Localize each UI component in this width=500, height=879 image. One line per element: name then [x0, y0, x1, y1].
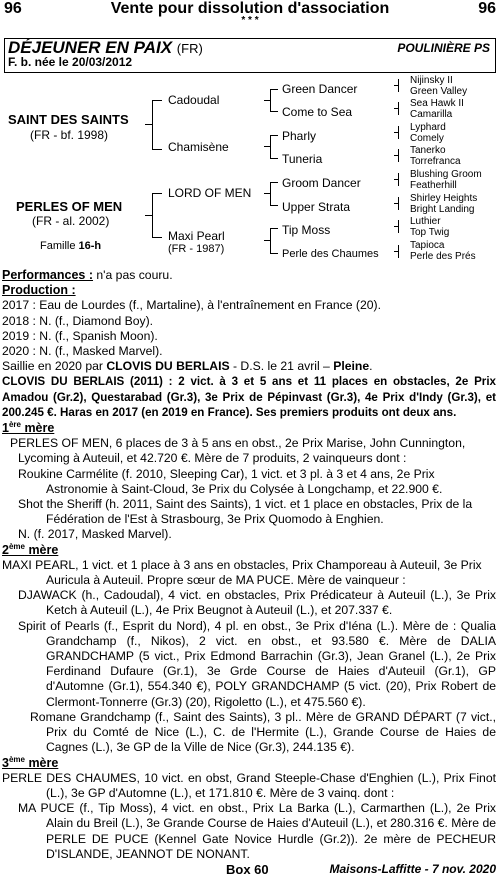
- first-dam-produce: N. (f. 2017, Masked Marvel).: [18, 527, 172, 542]
- g2-dam-sire: LORD OF MEN: [168, 186, 252, 200]
- g4-15: Tapioca: [410, 240, 445, 251]
- g4-13: Luthier: [410, 216, 441, 227]
- g3-1: Green Dancer: [282, 82, 358, 96]
- performances: [2, 268, 496, 283]
- second-dam-produce: Romane Grandchamp (f., Saint des Saints), 3 pl.. Mère de GRAND DÉPART (7 vict., Prix du Comté de Nice (L.), C. de l'Hermite (L.), Grande Course de Haies de Cagnes (L.), 3e GP de la Ville de Nice (Gr.3), 244.135 €).: [30, 709, 496, 755]
- g3-5: Groom Dancer: [282, 176, 361, 190]
- g4-1: Nijinsky II: [410, 75, 453, 86]
- saillie-mid: - D.S. le 21 avril –: [229, 359, 334, 374]
- body-text: [2, 268, 496, 862]
- saillie-stallion: CLOVIS DU BERLAIS: [106, 359, 230, 374]
- family-value: 16-h: [78, 240, 102, 252]
- horse-birth: F. b. née le 20/03/2012: [8, 55, 133, 69]
- first-dam-produce: Roukine Carmélite (f. 2010, Sleeping Car), 1 vict. et 3 pl. à 3 et 4 ans, 2e Prix Astronomie à Saint-Cloud, 3e Prix du Colysée à Longchamp, et 22.900 €.: [18, 466, 443, 496]
- third-dam-produce: MA PUCE (f., Tip Moss), 4 vict. en obst., Prix La Barka (L.), Carmarthen (L.), 2e Prix Alain du Breil (L.), 3e Grande Course de Haies d'Auteuil (L.), et 280.316 €. Mère de PERLE DE PUCE (Kennel Gate Novice Hurdle (Gr.2)). 2e mère de PECHEUR D'ISLANDE, JEANNOT DE NONANT.: [18, 801, 496, 861]
- header-stars: * * *: [241, 15, 259, 26]
- first-dam-record: PERLES OF MEN, 6 places de 3 à 5 ans en obst., 2e Prix Marise, John Cunnington, Lycoming à Auteuil, et 42.720 €. Mère de 7 produits, 2 vainqueurs dont :: [10, 436, 466, 466]
- first-dam-heading: [2, 421, 496, 436]
- horse-category: POULINIÈRE PS: [397, 41, 490, 55]
- production-line: 2019 : N. (f., Spanish Moon).: [2, 328, 158, 343]
- g4-8: Torrefranca: [410, 156, 461, 167]
- third-dam-word: mère: [24, 755, 59, 770]
- g4-5: Lyphard: [410, 122, 446, 133]
- lot-number-left: 96: [4, 0, 22, 17]
- third-dam-record: PERLE DES CHAUMES, 10 vict. en obst, Grand Steeple-Chase d'Enghien (L.), Prix Finot (L.), 3e GP d'Automne (L.), et 171.810 €. Mère de 3 vainq. dont :: [2, 770, 496, 800]
- stallion-record: CLOVIS DU BERLAIS (2011) : 2 vict. à 3 et 5 ans et 11 places en obstacles, 2e Prix Amadou (Gr.2), Questarabad (Gr.3), 3e Prix de Pépinvast (Gr.3), 4e Prix d'Indy (Gr.3), et 200.245 €. Haras en 2017 (en 2019 en France). Ses premiers produits ont deux ans.: [2, 375, 496, 419]
- g3-3: Pharly: [282, 129, 317, 143]
- third-dam-sup: ème: [8, 754, 25, 764]
- first-dam-sup: ère: [8, 419, 21, 429]
- performances-text: n'a pas couru.: [93, 268, 173, 282]
- production-heading: Production :: [2, 283, 76, 298]
- sale-title: Vente pour dissolution d'association: [110, 0, 390, 17]
- second-dam-sup: ème: [8, 541, 25, 551]
- g4-16: Perle des Prés: [410, 251, 476, 262]
- g3-4: Tuneria: [282, 152, 323, 166]
- g4-6: Comely: [410, 133, 444, 144]
- production-line: 2020 : N. (f., Masked Marvel).: [2, 344, 163, 359]
- g2-sire-dam: Chamisène: [168, 140, 229, 154]
- production-line: 2018 : N. (f., Diamond Boy).: [2, 313, 154, 328]
- g2-sire-sire: Cadoudal: [168, 93, 220, 107]
- g2-dam-dam: Maxi Pearl: [168, 229, 225, 243]
- second-dam-produce: Spirit of Pearls (f., Esprit du Nord), 4 pl. en obst., 3e Prix d'Iéna (L.). Mère de : Qualia Grandchamp (f., Nikos), 2 vict. en obst., et 93.580 €. Mère de DALIA GRANDCHAMP (5 vict., Prix Edmond Barrachin (Gr.3), Jean Granel (L.), 2e Prix Ferdinand Dufaure (Gr.1), 3e Grde Course de Haies d'Auteuil (Gr.1), GP d'Automne (Gr.1), 554.340 €), POLY GRANDCHAMP (5 vict. (20), Prix Robert de Clermont-Tonnerre (Gr.3) (20), Rigoletto (L.), et 475.560 €).: [18, 618, 496, 709]
- g4-12: Bright Landing: [410, 204, 475, 215]
- g4-2: Green Valley: [410, 86, 468, 97]
- g4-11: Shirley Heights: [410, 193, 478, 204]
- g4-9: Blushing Groom: [410, 169, 482, 180]
- g4-7: Tanerko: [410, 145, 446, 156]
- second-dam-heading: [2, 543, 496, 558]
- sire-info: (FR - bf. 1998): [30, 128, 109, 142]
- family-label: Famille: [40, 240, 76, 252]
- page-footer: [0, 862, 500, 879]
- saillie-end: .: [369, 359, 373, 374]
- horse-country: (FR): [176, 41, 203, 56]
- g4-3: Sea Hawk II: [410, 98, 464, 109]
- production-line: 2017 : Eau de Lourdes (f., Martaline), à l'entraînement en France (20).: [2, 298, 381, 313]
- second-dam-produce: DJAWACK (h., Cadoudal), 4 vict. en obstacles, Prix Prédicateur à Auteuil (L.), 3e Prix Ketch à Auteuil (L.), 4e Prix Beugnot à Auteuil (L.), et 207.337 €.: [18, 588, 496, 618]
- box-number: Box 60: [226, 862, 269, 877]
- g3-7: Tip Moss: [282, 223, 331, 237]
- first-dam-num: 1: [2, 421, 9, 436]
- saillie: [2, 359, 496, 374]
- g4-14: Top Twig: [410, 227, 450, 238]
- horse-name-text: DÉJEUNER EN PAIX: [8, 38, 173, 57]
- g3-2: Come to Sea: [282, 105, 353, 119]
- performances-label: Performances :: [2, 268, 94, 282]
- family: [40, 240, 101, 252]
- sale-place-date: Maisons-Laffitte - 7 nov. 2020: [329, 862, 496, 876]
- lot-number-right: 96: [478, 0, 496, 17]
- third-dam-num: 3: [2, 755, 9, 770]
- g2-dam-dam-info: (FR - 1987): [168, 243, 225, 255]
- third-dam-heading: [2, 756, 496, 771]
- second-dam-record: MAXI PEARL, 1 vict. et 1 place à 3 ans en obstacles, Prix Champoreau à Auteuil, 3e Prix Auricula à Auteuil. Propre sœur de MA PUCE. Mère de vainqueur :: [2, 557, 482, 588]
- g4-10: Featherhill: [410, 180, 457, 191]
- first-dam-produce: Shot the Sheriff (h. 2011, Saint des Saints), 1 vict. et 1 place en obstacles, Prix de la Fédération de l'Est à Strasbourg, 3e Prix Quomodo à Enghien.: [18, 497, 473, 527]
- first-dam-word: mère: [20, 421, 55, 436]
- g4-4: Camarilla: [410, 109, 453, 120]
- saillie-pre: Saillie en 2020 par: [2, 359, 107, 374]
- second-dam-word: mère: [24, 542, 59, 557]
- second-dam-num: 2: [2, 542, 9, 557]
- sire-name: SAINT DES SAINTS: [8, 112, 129, 127]
- saillie-status: Pleine: [333, 359, 370, 374]
- g3-8: Perle des Chaumes: [282, 248, 379, 260]
- dam-info: (FR - al. 2002): [32, 214, 110, 228]
- g3-6: Upper Strata: [282, 200, 351, 214]
- dam-name: PERLES OF MEN: [16, 199, 123, 214]
